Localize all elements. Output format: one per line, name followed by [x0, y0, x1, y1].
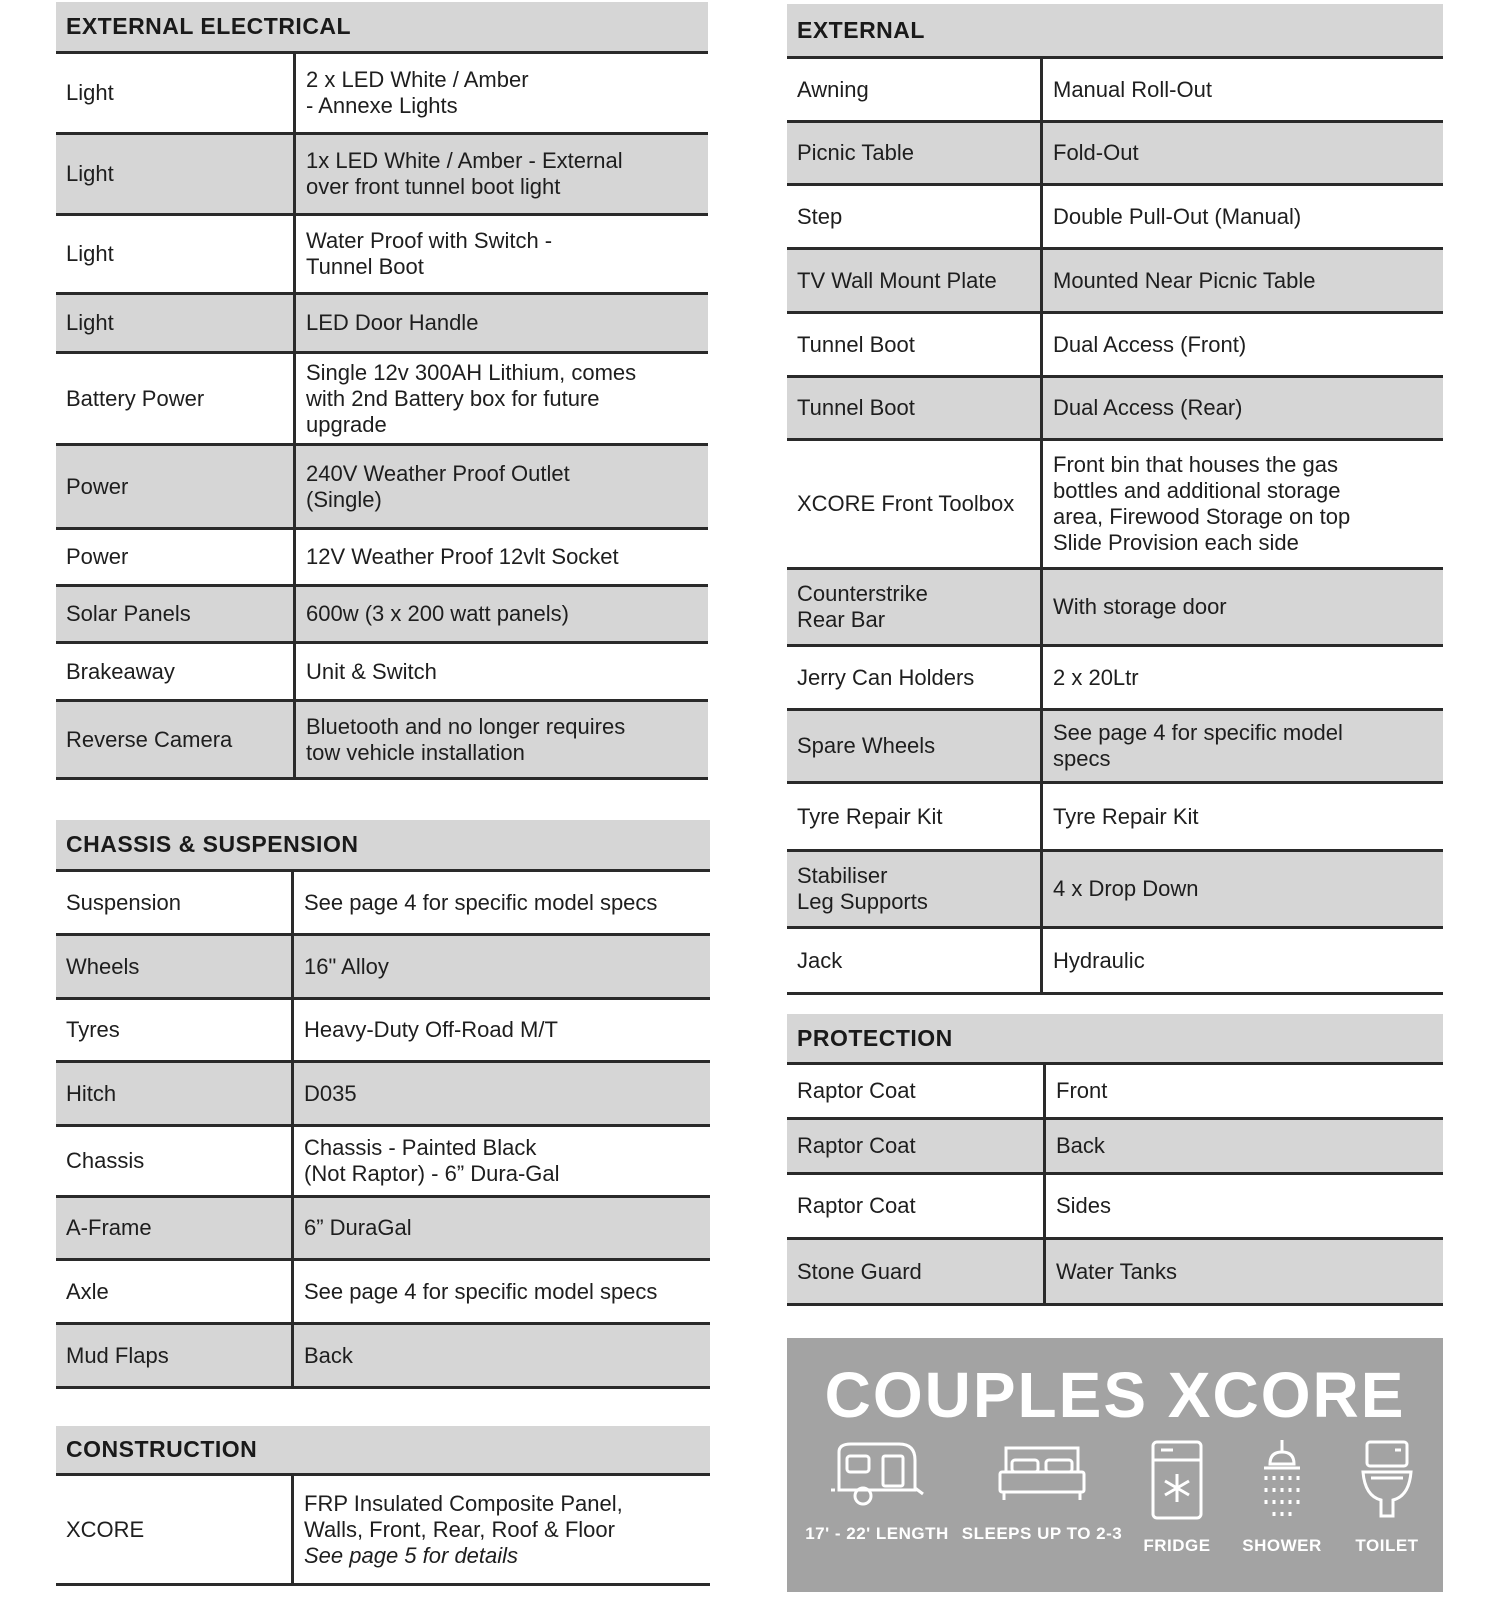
external-electrical-table — [56, 2, 708, 780]
row-value: Manual Roll-Out — [1053, 76, 1212, 102]
row-value — [294, 1476, 629, 1583]
row-value: See page 4 for specific model specs — [304, 1278, 658, 1304]
row-label: Mud Flaps — [56, 1325, 294, 1386]
row-value: Dual Access (Rear) — [1053, 395, 1243, 420]
row-value: LED Door Handle — [306, 310, 479, 335]
row-value: 4 x Drop Down — [1053, 876, 1199, 901]
row-label: Hitch — [56, 1063, 294, 1124]
table-row — [56, 872, 710, 936]
table-header — [56, 2, 708, 54]
table-row — [787, 250, 1443, 314]
row-value: Hydraulic — [1053, 947, 1145, 973]
table-row — [787, 1120, 1443, 1175]
fridge-icon — [1147, 1438, 1207, 1522]
row-label: Jack — [787, 929, 1043, 992]
row-value: Bluetooth and no longer requires tow vehicle installation — [306, 713, 626, 765]
row-value: 2 x LED White / Amber - Annexe Lights — [306, 67, 529, 118]
table-row — [787, 852, 1443, 929]
row-value: 16" Alloy — [304, 953, 389, 979]
row-value: Dual Access (Front) — [1053, 331, 1247, 357]
table-row — [56, 1127, 710, 1198]
row-value: Water Proof with Switch - Tunnel Boot — [306, 228, 553, 279]
table-row — [56, 1198, 710, 1261]
table-row — [787, 647, 1443, 711]
feature-label: TOILET — [1355, 1536, 1419, 1555]
row-label: Reverse Camera — [56, 702, 296, 777]
row-label: Light — [56, 216, 296, 292]
row-value: See page 4 for specific model specs — [1053, 720, 1343, 771]
feature-shower — [1227, 1438, 1337, 1556]
row-value: 240V Weather Proof Outlet (Single) — [306, 460, 570, 512]
feature-label: 17' - 22' LENGTH — [805, 1524, 949, 1543]
table-row — [56, 446, 708, 530]
row-label: Raptor Coat — [787, 1065, 1046, 1117]
row-value: Back — [304, 1342, 353, 1368]
row-value: With storage door — [1053, 594, 1227, 619]
table-row — [787, 1175, 1443, 1240]
table-header — [56, 820, 710, 872]
row-label: Light — [56, 54, 296, 132]
row-label: Tunnel Boot — [787, 314, 1043, 375]
row-value: Fold-Out — [1053, 140, 1139, 165]
table-row — [787, 59, 1443, 123]
row-label: Step — [787, 186, 1043, 247]
caravan-icon — [829, 1438, 925, 1510]
feature-label: SHOWER — [1242, 1536, 1322, 1555]
table-row — [56, 354, 708, 446]
table-header — [787, 1014, 1443, 1065]
table-row — [787, 378, 1443, 441]
row-label: XCORE Front Toolbox — [787, 441, 1043, 567]
banner-title: COUPLES XCORE — [824, 1359, 1406, 1431]
row-value: Front bin that houses the gas bottles and additional storage area, Firewood Storage on top Slide Provision each side — [1053, 452, 1351, 555]
row-label: Power — [56, 530, 296, 584]
row-label: Axle — [56, 1261, 294, 1322]
row-label: Raptor Coat — [787, 1175, 1046, 1237]
table-row — [56, 1261, 710, 1325]
table-row — [787, 784, 1443, 852]
table-row — [56, 135, 708, 216]
row-label: A-Frame — [56, 1198, 294, 1258]
row-label: Picnic Table — [787, 123, 1043, 183]
table-row — [56, 1000, 710, 1063]
section-title: CONSTRUCTION — [66, 1436, 258, 1462]
row-value: Back — [1056, 1133, 1105, 1158]
row-label: XCORE — [56, 1476, 294, 1583]
section-title: CHASSIS & SUSPENSION — [66, 831, 359, 857]
row-label: Tyre Repair Kit — [787, 784, 1043, 849]
feature-length — [797, 1438, 957, 1544]
construction-value: FRP Insulated Composite Panel, Walls, Front, Rear, Roof & Floor — [304, 1490, 623, 1542]
feature-label: FRIDGE — [1143, 1536, 1211, 1555]
table-row — [56, 530, 708, 587]
row-label: Power — [56, 446, 296, 527]
table-row — [56, 936, 710, 1000]
table-row — [787, 1240, 1443, 1306]
row-label: Wheels — [56, 936, 294, 997]
row-value: Chassis - Painted Black (Not Raptor) - 6” Dura-Gal — [304, 1135, 560, 1186]
feature-sleeps — [957, 1438, 1127, 1544]
row-value: Water Tanks — [1056, 1258, 1178, 1284]
row-label: TV Wall Mount Plate — [787, 250, 1043, 311]
table-row — [56, 587, 708, 644]
table-row — [787, 314, 1443, 378]
row-label: Spare Wheels — [787, 711, 1043, 781]
row-label: Light — [56, 135, 296, 213]
table-row — [56, 1325, 710, 1389]
table-row — [56, 644, 708, 702]
table-row — [56, 702, 708, 780]
construction-table — [56, 1426, 710, 1586]
row-value: Mounted Near Picnic Table — [1053, 267, 1316, 293]
table-row — [56, 54, 708, 135]
row-value: 2 x 20Ltr — [1053, 664, 1139, 690]
row-label: Counterstrike Rear Bar — [787, 570, 1043, 644]
row-value: 1x LED White / Amber - External over front tunnel boot light — [306, 148, 623, 199]
construction-note: See page 5 for details — [304, 1542, 519, 1568]
table-row — [56, 295, 708, 354]
row-label: Jerry Can Holders — [787, 647, 1043, 708]
section-title: EXTERNAL — [797, 16, 925, 43]
table-row — [787, 1065, 1443, 1120]
table-row — [56, 216, 708, 295]
section-title: PROTECTION — [797, 1024, 953, 1051]
row-label: Solar Panels — [56, 587, 296, 641]
row-label: Chassis — [56, 1127, 294, 1195]
row-value: See page 4 for specific model specs — [304, 889, 658, 915]
row-label: Stone Guard — [787, 1240, 1046, 1303]
protection-table — [787, 1014, 1443, 1306]
row-label: Light — [56, 295, 296, 351]
chassis-suspension-table — [56, 820, 710, 1389]
row-label: Awning — [787, 59, 1043, 120]
row-label: Brakeaway — [56, 644, 296, 699]
row-value: 6” DuraGal — [304, 1215, 412, 1240]
feature-fridge — [1127, 1438, 1227, 1556]
row-value: Double Pull-Out (Manual) — [1053, 203, 1302, 229]
section-title: EXTERNAL ELECTRICAL — [66, 13, 352, 39]
table-header — [787, 4, 1443, 59]
row-value: Unit & Switch — [306, 658, 437, 684]
row-value: 600w (3 x 200 watt panels) — [306, 601, 569, 626]
bed-icon — [994, 1438, 1090, 1510]
table-row — [787, 711, 1443, 784]
model-banner — [787, 1338, 1443, 1592]
table-row — [787, 570, 1443, 647]
table-row — [787, 441, 1443, 570]
row-label: Tyres — [56, 1000, 294, 1060]
table-row — [56, 1063, 710, 1127]
table-row — [787, 123, 1443, 186]
table-row — [56, 1476, 710, 1586]
row-value: Front — [1056, 1078, 1108, 1103]
shower-icon — [1252, 1438, 1312, 1522]
table-row — [787, 186, 1443, 250]
feature-label: SLEEPS UP TO 2-3 — [961, 1524, 1123, 1543]
row-value: Heavy-Duty Off-Road M/T — [304, 1017, 558, 1042]
external-table — [787, 4, 1443, 995]
table-row — [787, 929, 1443, 995]
row-value: 12V Weather Proof 12vlt Socket — [306, 544, 619, 569]
row-label: Suspension — [56, 872, 294, 933]
feature-toilet — [1337, 1438, 1437, 1556]
row-label: Stabiliser Leg Supports — [787, 852, 1043, 926]
row-label: Raptor Coat — [787, 1120, 1046, 1172]
row-label: Battery Power — [56, 354, 296, 443]
row-value: Single 12v 300AH Lithium, comes with 2nd Battery box for future upgrade — [306, 359, 637, 437]
row-value: D035 — [304, 1080, 357, 1106]
toilet-icon — [1357, 1438, 1417, 1522]
row-label: Tunnel Boot — [787, 378, 1043, 438]
row-value: Sides — [1056, 1193, 1112, 1218]
row-value: Tyre Repair Kit — [1053, 803, 1199, 829]
